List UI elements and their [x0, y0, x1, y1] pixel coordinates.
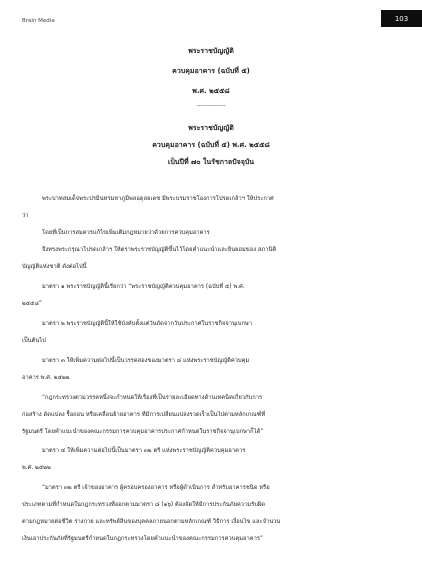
body-line: มาตรา ๑ พระราชบัญญัตินี้เรียกว่า “พระราชบัญญัติควบคุมอาคาร (ฉบับที่ ๕) พ.ศ.	[42, 284, 245, 290]
body-line: มาตรา ๓ ให้เพิ่มความต่อไปนี้เป็นวรรคสองของมาตรา ๘ แห่งพระราชบัญญัติควบคุม	[42, 358, 250, 364]
body-line: ตามกฎหมายต่อชีวิต ร่างกาย และทรัพย์สินของบุคคลภายนอกตามหลักเกณฑ์ วิธีการ เงื่อนไข และจำนวน	[22, 519, 281, 525]
body-line: มาตรา ๒ พระราชบัญญัตินี้ให้ใช้บังคับตั้งแต่วันถัดจากวันประกาศในราชกิจจานุเบกษา	[42, 321, 253, 327]
body-line: พระบาทสมเด็จพระปรมินทรมหาภูมิพลอดุลยเดช มีพระบรมราชโองการโปรดเกล้าฯ ให้ประกาศ	[42, 196, 274, 202]
body-line: ก่อสร้าง ดัดแปลง รื้อถอน หรือเคลื่อนย้ายอาคาร ที่มีการเปลี่ยนแปลงรวดเร็วเป็นไปตามหลักเกณฑ์ที่	[22, 412, 266, 418]
title-separator: ----------------	[196, 103, 226, 109]
body-line: เป็นต้นไป	[22, 338, 46, 344]
subtitle-line-3: เป็นปีที่ ๗๐ ในรัชกาลปัจจุบัน	[167, 158, 255, 166]
body-line: อาคาร พ.ศ. ๒๕๒๒	[22, 375, 70, 381]
body-line: โดยที่เป็นการสมควรแก้ไขเพิ่มเติมกฎหมายว่าด้วยการควบคุมอาคาร	[42, 230, 210, 236]
body-line: มาตรา ๔ ให้เพิ่มความต่อไปนี้เป็นมาตรา ๓๒ ตรี แห่งพระราชบัญญัติควบคุมอาคาร	[42, 448, 246, 454]
body-line: ประเภทตามที่กำหนดในกฎกระทรวงที่ออกตามมาตรา ๘ (๑๖) ต้องจัดให้มีการประกันภัยความรับผิด	[22, 502, 265, 508]
body-line: “มาตรา ๓๒ ตรี เจ้าของอาคาร ผู้ครอบครองอาคาร หรือผู้ดำเนินการ สำหรับอาคารชนิด หรือ	[42, 485, 270, 491]
body-line: พ.ศ. ๒๕๒๒	[22, 465, 51, 471]
subtitle-line-1: พระราชบัญญัติ	[188, 124, 234, 132]
body-line: ว่า	[22, 213, 29, 219]
body-line: ๒๕๕๘”	[22, 301, 42, 307]
header-label: Brain Media	[22, 18, 55, 24]
body-line: จึงทรงพระกรุณาโปรดเกล้าฯ ให้ตราพระราชบัญญัติขึ้นไว้โดยคำแนะนำและยินยอมของ สภานิติ	[42, 247, 277, 253]
title-line-1: พระราชบัญญัติ	[188, 47, 234, 55]
body-line: เงินเอาประกันภัยที่รัฐมนตรีกำหนดในกฎกระทรวงโดยคำแนะนำของคณะกรรมการควบคุมอาคาร”	[22, 536, 263, 542]
title-line-3: พ.ศ. ๒๕๕๘	[192, 87, 230, 95]
body-line: “กฎกระทรวงตามวรรคหนึ่งจะกำหนดให้เรื่องที่เป็นรายละเอียดทางด้านเทคนิคเกี่ยวกับการ	[42, 395, 263, 401]
body-line: บัญญัติแห่งชาติ ดังต่อไปนี้	[22, 264, 87, 270]
title-line-2: ควบคุมอาคาร (ฉบับที่ ๕)	[172, 67, 250, 75]
subtitle-line-2: ควบคุมอาคาร (ฉบับที่ ๕) พ.ศ. ๒๕๕๘	[152, 141, 270, 149]
body-line: รัฐมนตรี โดยคำแนะนำของคณะกรรมการควบคุมอาคารประกาศกำหนดในราชกิจจานุเบกษาก็ได้”	[22, 429, 264, 435]
page-number-badge: 103	[381, 10, 422, 27]
